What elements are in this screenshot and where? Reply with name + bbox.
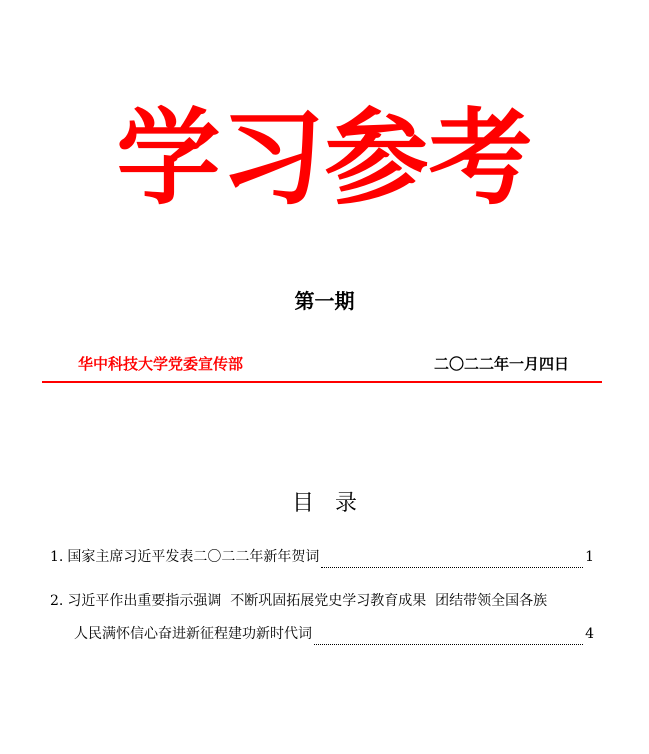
header-divider bbox=[42, 381, 602, 383]
toc-heading: 目 录 bbox=[292, 491, 357, 516]
toc-entry-2[interactable] bbox=[50, 590, 598, 612]
publisher-name: 华中科技大学党委宣传部 bbox=[78, 355, 244, 373]
toc-entry-title-line-1: 习近平作出重要指示强调 不断巩固拓展党史学习教育成果 团结带领全国各族 bbox=[67, 593, 548, 609]
toc-dot-leader bbox=[314, 629, 583, 645]
publication-date: 二〇二二年一月四日 bbox=[433, 355, 569, 373]
issue-number: 第一期 bbox=[294, 289, 355, 313]
toc-entry-1[interactable] bbox=[50, 546, 594, 568]
toc-entry-title: 国家主席习近平发表二〇二二年新年贺词 bbox=[67, 549, 320, 565]
masthead-title: 学习参考 bbox=[116, 97, 533, 219]
toc-entry-title-line-2: 人民满怀信心奋进新征程建功新时代词 bbox=[74, 626, 312, 642]
toc-entry-page: 4 bbox=[585, 626, 594, 642]
toc-entry-number: 2. bbox=[50, 593, 64, 609]
toc-entry-number: 1. bbox=[50, 549, 64, 565]
toc-dot-leader bbox=[321, 552, 583, 568]
toc-entry-2-continued[interactable] bbox=[74, 623, 594, 645]
toc-entry-page: 1 bbox=[585, 549, 594, 565]
